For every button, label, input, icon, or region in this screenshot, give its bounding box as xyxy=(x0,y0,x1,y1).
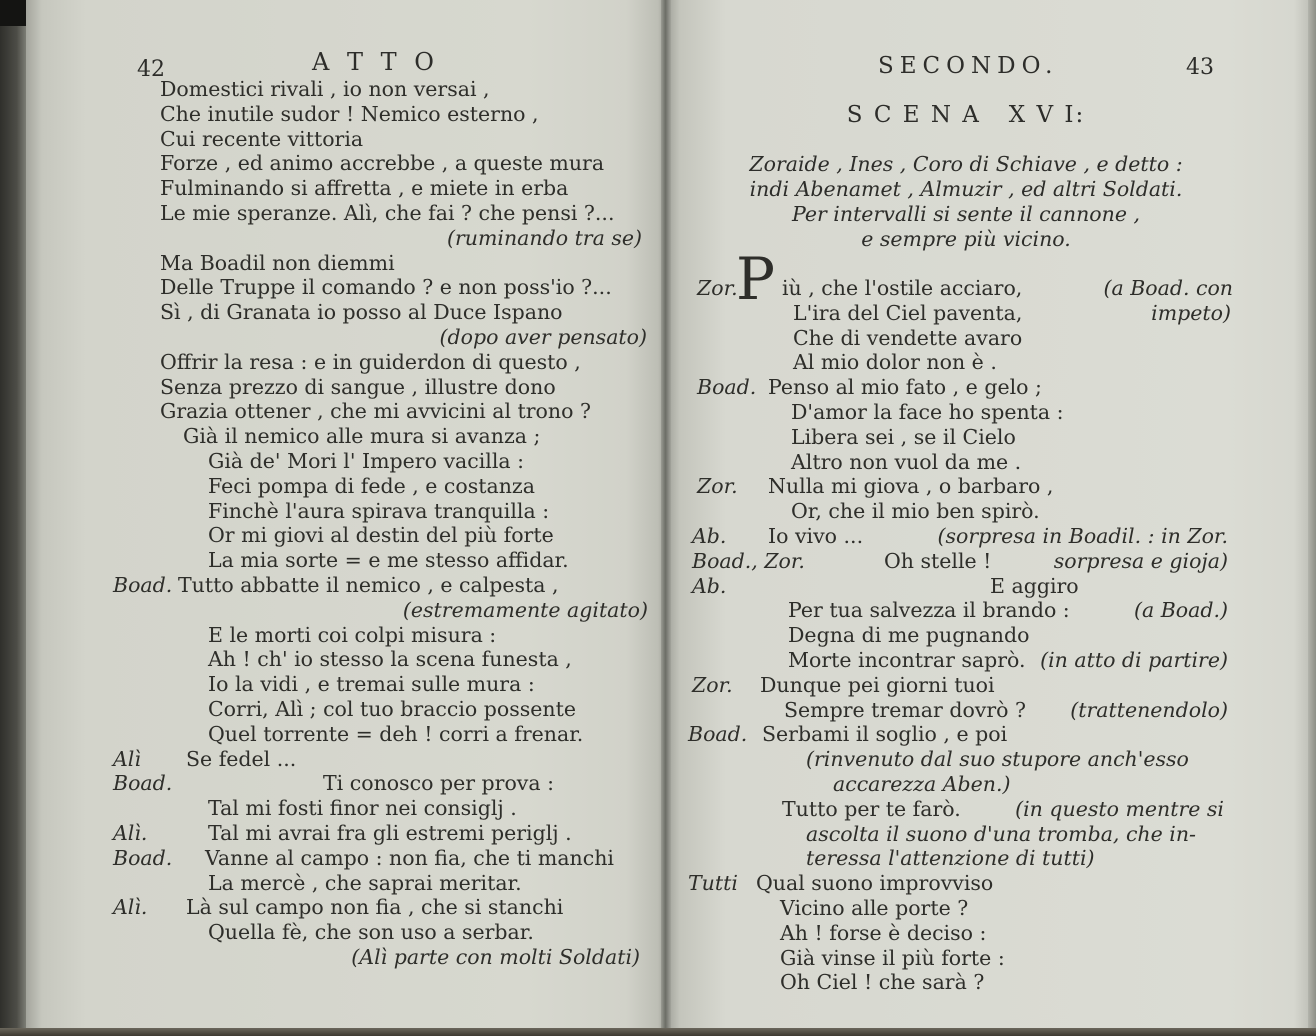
speaker-label: Zor. xyxy=(692,672,733,697)
verse-text: Vanne al campo : non fia, che ti manchi xyxy=(205,845,614,870)
verse-text: Grazia ottener , che mi avvicini al trono ? xyxy=(160,399,591,424)
verse-text: Io la vidi , e tremai sulle mura : xyxy=(208,672,535,697)
verse-text: Ah ! ch' io stesso la scena funesta , xyxy=(208,647,572,672)
verse-text: Cui recente vittoria xyxy=(160,126,364,151)
verse-text: Degna di me pugnando xyxy=(788,623,1030,648)
verse-text: Che inutile sudor ! Nemico esterno , xyxy=(160,101,539,126)
verse-text: Penso al mio fato , e gelo ; xyxy=(768,375,1042,400)
speaker-label: Ab. xyxy=(692,523,727,548)
verse-line xyxy=(0,598,1316,623)
verse-text: Tal mi fosti finor nei consiglj . xyxy=(208,796,517,821)
verse-text: Qual suono improvviso xyxy=(756,871,994,896)
verse-text: Già il nemico alle mura si avanza ; xyxy=(183,424,541,449)
stage-direction: ascolta il suono d'una tromba, che in- xyxy=(806,821,1196,846)
verse-line xyxy=(0,474,1316,499)
verse-text: Per tua salvezza il brando : xyxy=(788,598,1070,623)
stage-direction: impeto) xyxy=(1151,300,1231,325)
verse-text: Serbami il soglio , e poi xyxy=(762,722,1008,747)
verse-line xyxy=(0,921,1316,946)
verse-text: Offrir la resa : e in guiderdon di questo , xyxy=(160,349,581,374)
verse-text: E le morti coi colpi misura : xyxy=(208,622,497,647)
verse-text: Quella fè, che son uso a serbar. xyxy=(208,920,534,945)
verse-line xyxy=(0,698,1316,723)
verse-line xyxy=(0,648,1316,673)
stage-direction: (dopo aver pensato) xyxy=(439,324,647,349)
verse-text: Tutto per te farò. xyxy=(782,796,961,821)
page-number-left: 42 xyxy=(137,57,165,82)
verse-text: Ma Boadil non diemmi xyxy=(160,250,395,275)
verse-line xyxy=(0,301,1316,326)
verse-text: iù , che l'ostile acciaro, xyxy=(782,276,1023,300)
verse-line xyxy=(0,176,1316,201)
scene-title: S C E N A X V I: xyxy=(846,102,1086,128)
stage-direction: accarezza Aben.) xyxy=(833,771,1011,796)
verse-text: Morte incontrar saprò. xyxy=(788,647,1026,672)
verse-line xyxy=(0,524,1316,549)
page-edge-bottom xyxy=(0,1028,1316,1036)
stage-direction: teressa l'attenzione di tutti) xyxy=(806,846,1095,871)
verse-text: Feci pompa di fede , e costanza xyxy=(208,473,535,498)
speaker-label: Zor. xyxy=(697,474,738,499)
verse-text: Dunque pei giorni tuoi xyxy=(760,672,995,697)
verse-line xyxy=(0,499,1316,524)
verse-line xyxy=(0,871,1316,896)
verse-line xyxy=(0,574,1316,599)
stage-direction-line xyxy=(0,772,1316,797)
stage-direction: (in questo mentre si xyxy=(1015,796,1224,821)
verse-text: Corri, Alì ; col tuo braccio possente xyxy=(208,696,576,721)
stage-direction-line xyxy=(0,846,1316,871)
speaker-label: Alì. xyxy=(113,820,148,845)
drop-cap: P xyxy=(736,245,776,313)
verse-text: Io vivo ... xyxy=(768,523,864,548)
verse-text: Fulminando si affretta , e miete in erba xyxy=(160,176,569,201)
stage-direction: (ruminando tra se) xyxy=(446,225,642,250)
verse-text: Già de' Mori l' Impero vacilla : xyxy=(208,448,525,473)
verse-text: La mia sorte = e me stesso affidar. xyxy=(208,548,569,573)
verse-text: Ah ! forse è deciso : xyxy=(780,920,987,945)
verse-text: La mercè , che saprai meritar. xyxy=(208,870,522,895)
verse-text: Che di vendette avaro xyxy=(793,325,1023,350)
verse-text: Senza prezzo di sangue , illustre dono xyxy=(160,374,556,399)
stage-direction: sorpresa e gioja) xyxy=(1053,548,1228,573)
verse-line xyxy=(0,350,1316,375)
verse-text: Sempre tremar dovrò ? xyxy=(784,697,1027,722)
running-head-right: SECONDO. xyxy=(878,53,1059,79)
verse-line xyxy=(0,425,1316,450)
speaker-label: Boad. xyxy=(697,375,757,400)
speaker-label: Zor. xyxy=(697,276,738,300)
verse-line xyxy=(0,549,1316,574)
verse-line xyxy=(0,77,1316,102)
verse-text: Là sul campo non fia , che si stanchi xyxy=(186,895,564,920)
verse-text: Libera sei , se il Cielo xyxy=(791,424,1016,449)
speaker-label: Ab. xyxy=(692,573,727,598)
cast-line: e sempre più vicino. xyxy=(861,227,1071,251)
verse-line xyxy=(0,450,1316,475)
verse-line xyxy=(0,127,1316,152)
speaker-label: Alì xyxy=(113,746,141,771)
stage-direction: (a Boad. con xyxy=(1103,276,1233,300)
cast-line: Zoraide , Ines , Coro di Schiave , e detto : xyxy=(749,152,1183,176)
verse-text: Quel torrente = deh ! corri a frenar. xyxy=(208,721,584,746)
verse-line xyxy=(0,151,1316,176)
stage-direction: (trattenendolo) xyxy=(1070,697,1228,722)
verse-text: Tal mi avrai fra gli estremi periglj . xyxy=(208,820,572,845)
stage-direction: (estremamente agitato) xyxy=(402,597,648,622)
verse-text: Oh Ciel ! che sarà ? xyxy=(780,970,985,995)
page-number-right: 43 xyxy=(1186,55,1214,80)
verse-text: Sì , di Granata io posso al Duce Ispano xyxy=(160,300,563,325)
verse-text: Al mio dolor non è . xyxy=(793,350,997,375)
verse-line xyxy=(0,946,1316,971)
verse-line xyxy=(0,102,1316,127)
cast-line: indi Abenamet , Almuzir , ed altri Soldati. xyxy=(749,177,1183,201)
verse-line xyxy=(0,375,1316,400)
verse-text: Oh stelle ! xyxy=(884,548,992,573)
verse-text: E aggiro xyxy=(990,573,1079,598)
cast-line: Per intervalli si sente il cannone , xyxy=(791,202,1141,226)
speaker-label: Boad. xyxy=(113,771,173,796)
verse-text: Se fedel ... xyxy=(186,746,297,771)
verse-text: L'ira del Ciel paventa, xyxy=(793,300,1023,325)
speaker-label: Boad. xyxy=(113,572,173,597)
verse-text: Delle Truppe il comando ? e non poss'io ?... xyxy=(160,275,612,300)
verse-line xyxy=(0,797,1316,822)
verse-line xyxy=(0,722,1316,747)
verse-line xyxy=(0,326,1316,351)
stage-direction-line xyxy=(0,747,1316,772)
verse-line xyxy=(0,623,1316,648)
speaker-label: Boad., Zor. xyxy=(692,548,805,573)
verse-line xyxy=(0,251,1316,276)
verse-line xyxy=(0,970,1316,995)
verse-text: Or mi giovi al destin del più forte xyxy=(208,523,554,548)
verse-text: Nulla mi giova , o barbaro , xyxy=(768,474,1054,499)
verse-text: Ti conosco per prova : xyxy=(323,771,555,796)
verse-text: Finchè l'aura spirava tranquilla : xyxy=(208,498,550,523)
stage-direction: (rinvenuto dal suo stupore anch'esso xyxy=(806,747,1189,772)
verse-line xyxy=(0,673,1316,698)
verse-text: Forze , ed animo accrebbe , a queste mura xyxy=(160,151,605,176)
stage-direction-line xyxy=(0,226,1316,251)
stage-direction: (in atto di partire) xyxy=(1040,647,1228,672)
verse-line xyxy=(0,400,1316,425)
stage-direction: (Alì parte con molti Soldati) xyxy=(351,944,640,969)
verse-line xyxy=(0,201,1316,226)
verse-text: Vicino alle porte ? xyxy=(780,895,969,920)
verse-text: Le mie speranze. Alì, che fai ? che pensi ?... xyxy=(160,200,615,225)
stage-direction: (sorpresa in Boadil. : in Zor. xyxy=(937,523,1228,548)
speaker-label: Alì. xyxy=(113,895,148,920)
stage-direction: (a Boad.) xyxy=(1133,598,1228,623)
verse-line xyxy=(0,896,1316,921)
verse-text: Or, che il mio ben spirò. xyxy=(791,499,1040,524)
verse-text: Altro non vuol da me . xyxy=(791,449,1022,474)
speaker-label: Boad. xyxy=(113,845,173,870)
verse-text: Già vinse il più forte : xyxy=(780,945,1005,970)
speaker-label: Boad. xyxy=(688,722,748,747)
running-head-left: A T T O xyxy=(312,48,439,76)
verse-text: Tutto abbatte il nemico , e calpesta , xyxy=(178,572,559,597)
stage-direction-line xyxy=(0,822,1316,847)
verse-text: D'amor la face ho spenta : xyxy=(791,399,1064,424)
verse-text: Domestici rivali , io non versai , xyxy=(160,77,490,101)
speaker-label: Tutti xyxy=(688,871,738,896)
